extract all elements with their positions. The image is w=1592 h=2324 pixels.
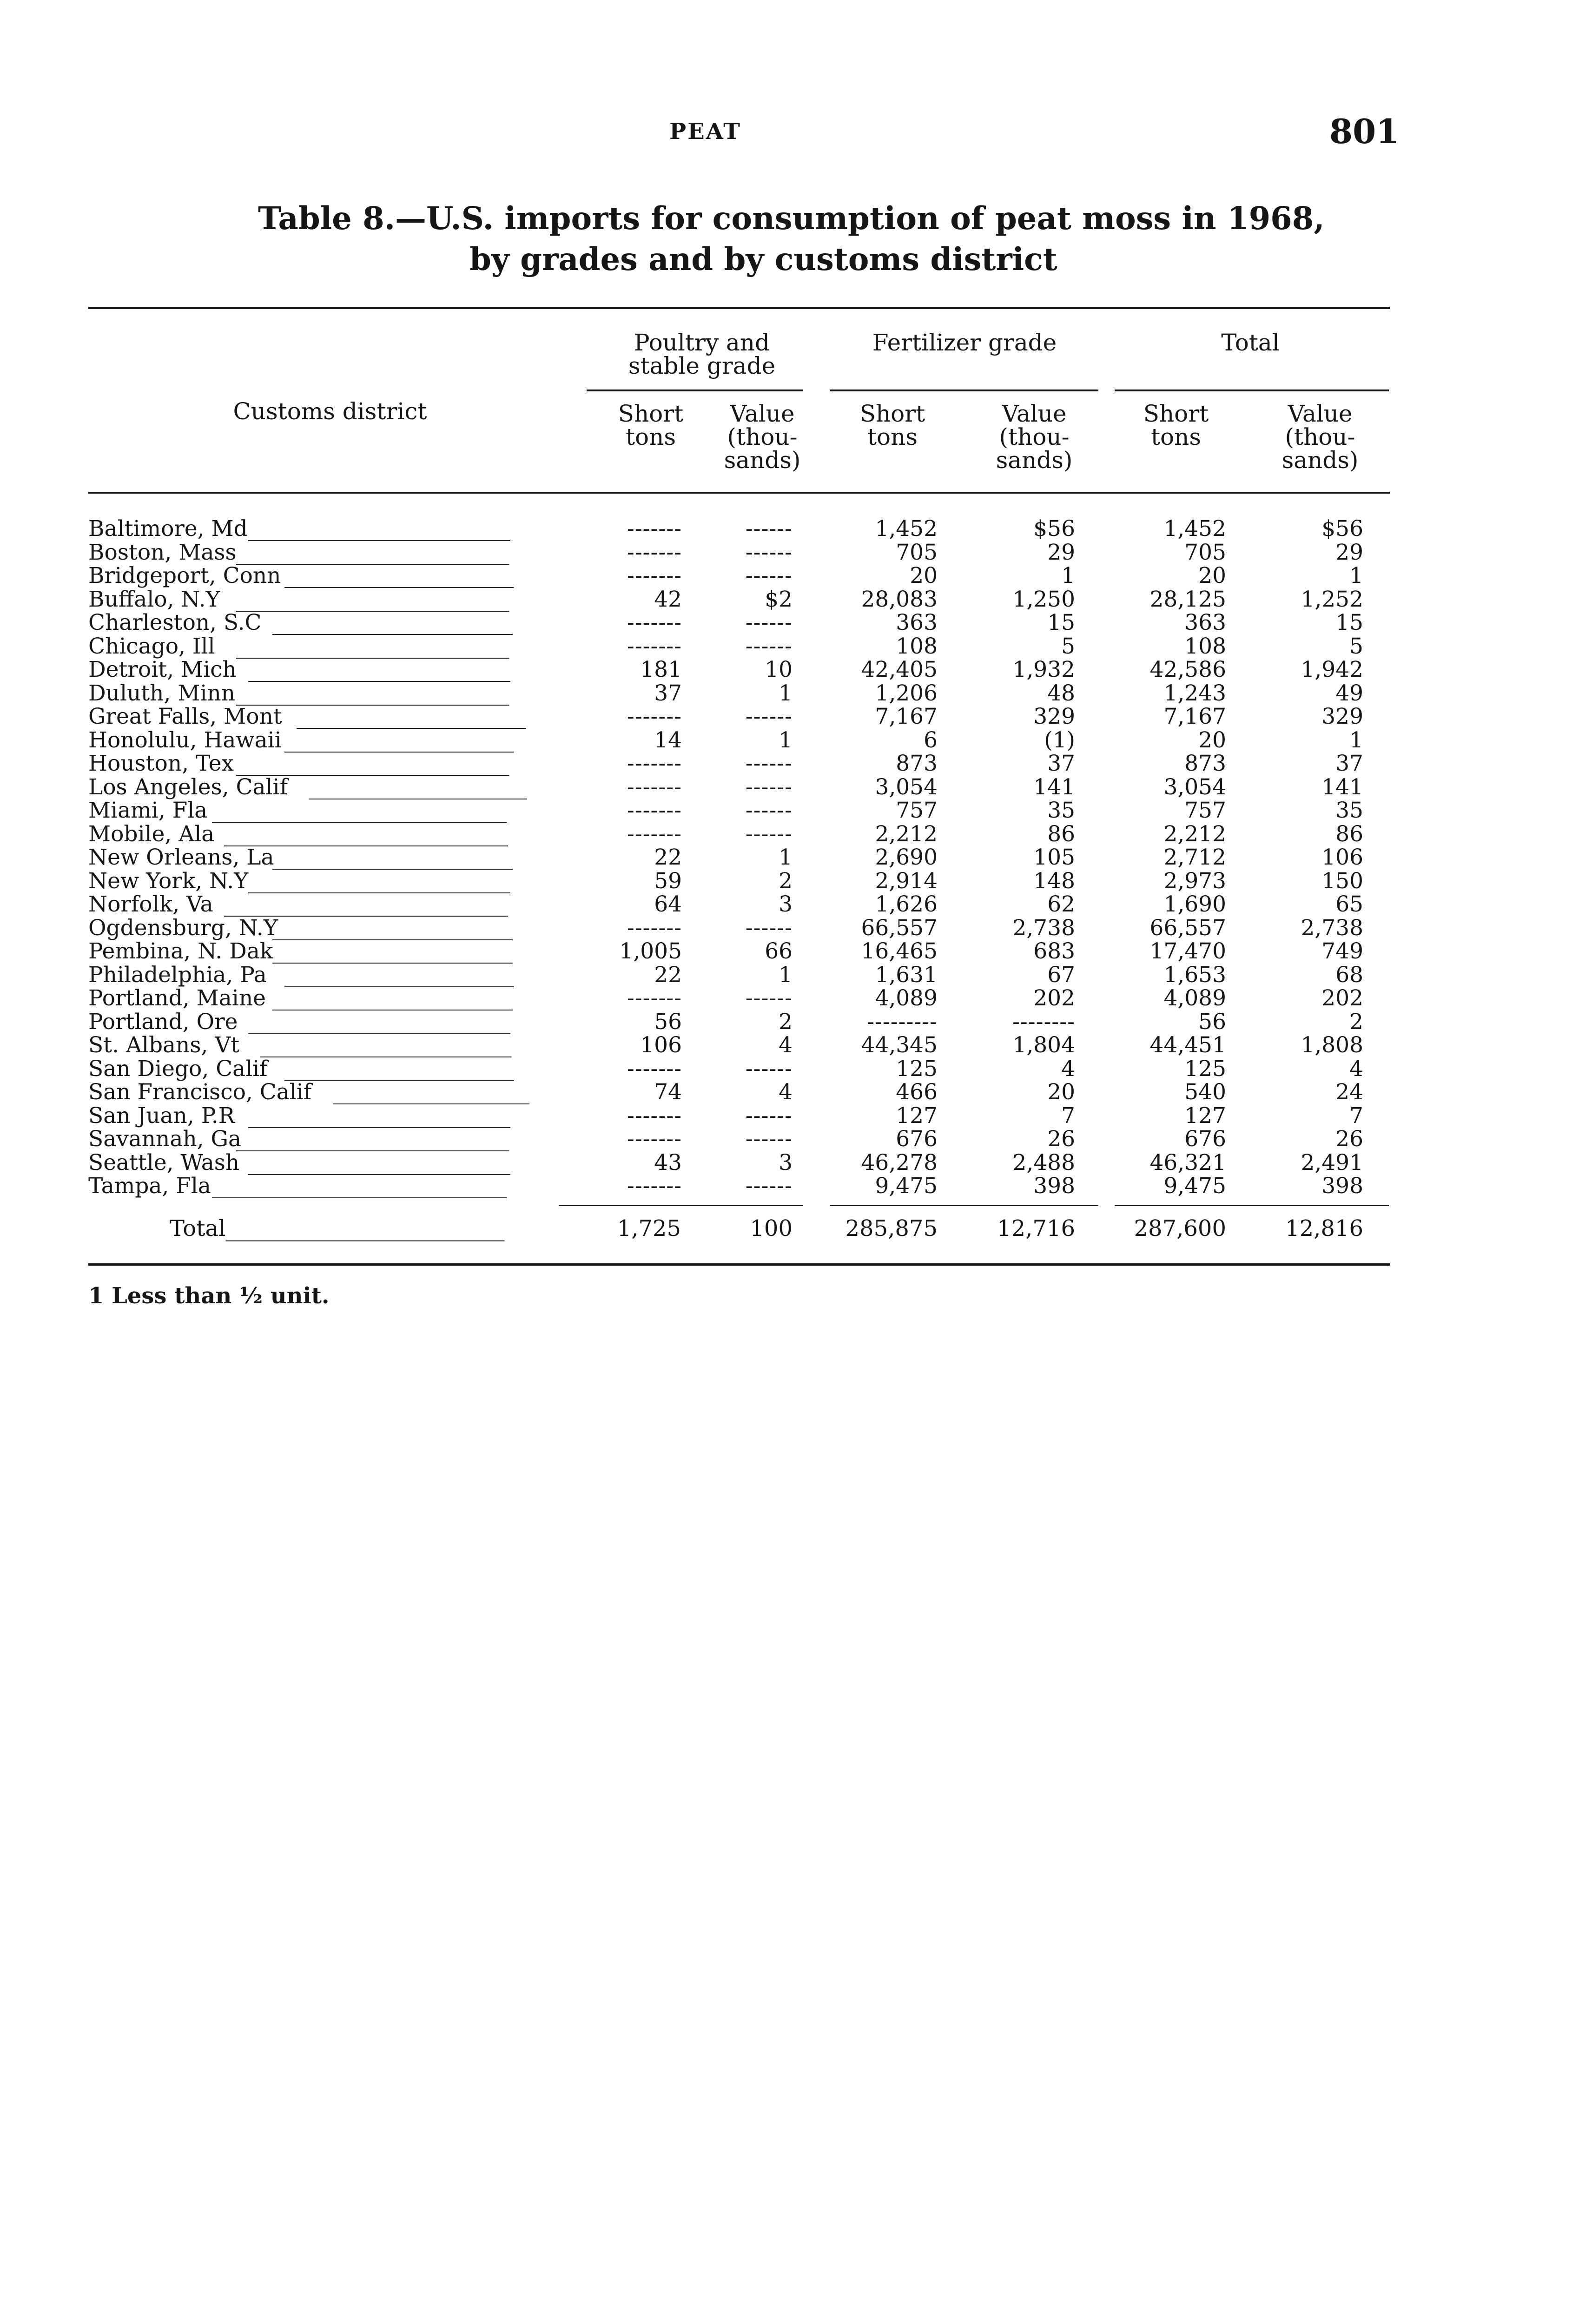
cell-total-short: 1,690: [1163, 891, 1226, 917]
dot-leader: ______________________: [272, 610, 513, 635]
cell-total-value: 329: [1321, 704, 1363, 729]
table-row: [0, 799, 1592, 823]
dot-leader: ________________________: [248, 868, 510, 894]
dot-leader: ________________________: [248, 516, 510, 541]
cell-poultry-value: 1: [779, 845, 793, 870]
cell-fertilizer-short: 363: [896, 610, 938, 635]
district-name: Miami, Fla: [88, 798, 208, 823]
cell-fertilizer-short: 1,631: [875, 962, 938, 988]
table-row: [0, 1034, 1592, 1057]
cell-poultry-short: 106: [640, 1032, 682, 1058]
cell-fertilizer-value: 2,488: [1012, 1149, 1075, 1175]
table-row: [0, 682, 1592, 706]
cell-total-short: 4,089: [1163, 985, 1226, 1011]
col-header-total-short: Short tons: [1143, 400, 1209, 450]
group-rule-fertilizer: [830, 390, 1098, 391]
cell-poultry-value: ------: [745, 915, 793, 941]
table-row: [0, 752, 1592, 776]
cell-total-value: 5: [1349, 633, 1363, 659]
dot-leader: _______________________: [260, 1032, 512, 1058]
cell-total-short: 540: [1184, 1079, 1226, 1105]
group-header-poultry: Poultry and stable grade: [628, 329, 776, 379]
cell-poultry-value: ------: [745, 1103, 793, 1129]
cell-fertilizer-short: 2,212: [875, 821, 938, 847]
total-row: [0, 1215, 1592, 1240]
cell-total-value: 29: [1335, 539, 1363, 565]
col-header-poultry-value: Value (thou- sands): [724, 400, 801, 474]
total-total-value: 12,816: [1285, 1215, 1363, 1241]
table-row: [0, 870, 1592, 893]
cell-fertilizer-short: ---------: [867, 1009, 938, 1035]
cell-fertilizer-short: 20: [910, 563, 938, 588]
page-number: 801: [1329, 112, 1400, 151]
table-row: [0, 1128, 1592, 1151]
cell-fertilizer-value: $56: [1033, 516, 1075, 541]
cell-total-value: 150: [1321, 868, 1363, 894]
table-row: [0, 917, 1592, 940]
cell-fertilizer-value: 29: [1047, 539, 1075, 565]
cell-fertilizer-value: 26: [1047, 1126, 1075, 1152]
cell-total-value: 749: [1321, 938, 1363, 964]
cell-fertilizer-value: 37: [1047, 751, 1075, 776]
cell-poultry-short: 14: [654, 727, 682, 753]
table-row: [0, 846, 1592, 870]
table-row: [0, 776, 1592, 799]
cell-total-value: 68: [1335, 962, 1363, 988]
cell-total-value: 2,738: [1301, 915, 1363, 941]
dot-leader: _________________________: [236, 633, 509, 659]
cell-fertilizer-value: 35: [1047, 798, 1075, 823]
cell-fertilizer-value: 683: [1033, 938, 1075, 964]
cell-total-short: 363: [1184, 610, 1226, 635]
footnote: 1 Less than ½ unit.: [88, 1283, 330, 1309]
cell-fertilizer-short: 1,452: [875, 516, 938, 541]
cell-poultry-short: -------: [627, 1173, 682, 1199]
col-header-fertilizer-short: Short tons: [859, 400, 925, 450]
cell-fertilizer-value: 20: [1047, 1079, 1075, 1105]
dot-leader: ________________________: [248, 1103, 510, 1129]
cell-poultry-short: -------: [627, 516, 682, 541]
cell-poultry-value: ------: [745, 1126, 793, 1152]
cell-total-short: 873: [1184, 751, 1226, 776]
district-name: Baltimore, Md: [88, 516, 248, 541]
dot-leader: _________________________: [236, 586, 509, 612]
district-name: Duluth, Minn: [88, 680, 235, 706]
table-row: [0, 1057, 1592, 1081]
cell-poultry-short: -------: [627, 915, 682, 941]
cell-poultry-short: -------: [627, 1103, 682, 1129]
cell-fertilizer-value: 202: [1033, 985, 1075, 1011]
cell-total-short: 125: [1184, 1056, 1226, 1082]
dot-leader: ___________________________: [212, 1173, 507, 1199]
cell-total-value: 1,808: [1301, 1032, 1363, 1058]
cell-fertilizer-short: 6: [924, 727, 938, 753]
cell-total-value: 26: [1335, 1126, 1363, 1152]
table-row: [0, 1175, 1592, 1198]
cell-poultry-short: 181: [640, 657, 682, 682]
cell-fertilizer-value: 398: [1033, 1173, 1075, 1199]
col-header-total-value: Value (thou- sands): [1282, 400, 1359, 474]
cell-total-value: 1,942: [1301, 657, 1363, 682]
cell-fertilizer-value: 48: [1047, 680, 1075, 706]
total-total-short: 287,600: [1134, 1215, 1226, 1241]
cell-poultry-short: -------: [627, 1056, 682, 1082]
cell-poultry-value: ------: [745, 516, 793, 541]
district-name: Seattle, Wash: [88, 1149, 240, 1175]
district-name: Detroit, Mich: [88, 657, 237, 682]
district-name: Los Angeles, Calif: [88, 774, 288, 800]
cell-fertilizer-short: 9,475: [875, 1173, 938, 1199]
cell-total-short: 44,451: [1149, 1032, 1226, 1058]
cell-total-short: 1,243: [1163, 680, 1226, 706]
cell-poultry-value: 2: [779, 1009, 793, 1035]
cell-fertilizer-short: 46,278: [861, 1149, 938, 1175]
cell-fertilizer-short: 1,626: [875, 891, 938, 917]
cell-fertilizer-short: 2,690: [875, 845, 938, 870]
dot-leader: _________________________: [236, 1126, 509, 1152]
cell-total-value: 65: [1335, 891, 1363, 917]
cell-fertilizer-short: 705: [896, 539, 938, 565]
table-row: [0, 1151, 1592, 1175]
district-name: New Orleans, La: [88, 845, 274, 870]
table-row: [0, 1104, 1592, 1128]
district-name: San Diego, Calif: [88, 1056, 268, 1082]
total-rule-fertilizer: [830, 1205, 1098, 1206]
cell-fertilizer-value: 1,804: [1012, 1032, 1075, 1058]
cell-poultry-short: -------: [627, 821, 682, 847]
table-row: [0, 541, 1592, 565]
cell-fertilizer-value: 1: [1061, 563, 1075, 588]
cell-poultry-short: -------: [627, 774, 682, 800]
district-name: Honolulu, Hawaii: [88, 727, 282, 753]
district-name: Savannah, Ga: [88, 1126, 242, 1152]
dot-leader: _____________________: [284, 563, 514, 588]
district-name: Charleston, S.C: [88, 610, 262, 635]
dot-leader: ______________________: [272, 845, 513, 870]
cell-total-value: $56: [1321, 516, 1363, 541]
district-name: Boston, Mass: [88, 539, 237, 565]
cell-poultry-short: -------: [627, 1126, 682, 1152]
dot-leader: _________________________: [236, 680, 509, 706]
cell-fertilizer-short: 44,345: [861, 1032, 938, 1058]
cell-poultry-short: -------: [627, 633, 682, 659]
cell-total-short: 7,167: [1163, 704, 1226, 729]
cell-poultry-short: 1,005: [619, 938, 682, 964]
dot-leader: _____________________: [284, 962, 514, 988]
cell-poultry-value: 4: [779, 1032, 793, 1058]
cell-poultry-short: 22: [654, 845, 682, 870]
dot-leader: ______________________: [272, 938, 513, 964]
cell-poultry-value: ------: [745, 610, 793, 635]
table-row: [0, 729, 1592, 753]
cell-fertilizer-value: 148: [1033, 868, 1075, 894]
cell-poultry-value: 66: [765, 938, 793, 964]
cell-total-short: 1,452: [1163, 516, 1226, 541]
district-name: Bridgeport, Conn: [88, 563, 281, 588]
total-fertilizer-value: 12,716: [997, 1215, 1075, 1241]
cell-fertilizer-value: 141: [1033, 774, 1075, 800]
district-name: Portland, Ore: [88, 1009, 238, 1035]
cell-fertilizer-short: 42,405: [861, 657, 938, 682]
cell-fertilizer-value: 5: [1061, 633, 1075, 659]
district-name: Mobile, Ala: [88, 821, 215, 847]
cell-total-short: 20: [1198, 563, 1226, 588]
cell-poultry-value: ------: [745, 751, 793, 776]
cell-poultry-short: 22: [654, 962, 682, 988]
cell-fertilizer-short: 66,557: [861, 915, 938, 941]
cell-fertilizer-value: 4: [1061, 1056, 1075, 1082]
group-header-fertilizer: Fertilizer grade: [872, 329, 1057, 356]
table-row: [0, 588, 1592, 612]
cell-poultry-value: 3: [779, 891, 793, 917]
cell-fertilizer-short: 873: [896, 751, 938, 776]
cell-poultry-value: ------: [745, 633, 793, 659]
cell-poultry-value: ------: [745, 821, 793, 847]
cell-poultry-short: -------: [627, 798, 682, 823]
cell-total-short: 757: [1184, 798, 1226, 823]
cell-fertilizer-value: 7: [1061, 1103, 1075, 1129]
cell-total-value: 49: [1335, 680, 1363, 706]
cell-fertilizer-value: 86: [1047, 821, 1075, 847]
cell-total-value: 35: [1335, 798, 1363, 823]
stub-header: Customs district: [233, 398, 427, 425]
cell-poultry-short: 42: [654, 586, 682, 612]
dot-leader: ____________________: [309, 774, 527, 800]
cell-total-short: 46,321: [1149, 1149, 1226, 1175]
dot-leader: ______________________: [272, 915, 513, 941]
dot-leader: _________________________: [236, 539, 509, 565]
total-fertilizer-short: 285,875: [845, 1215, 938, 1241]
table-title: Table 8.—U.S. imports for consumption of peat moss in 1968,: [258, 200, 1325, 237]
cell-fertilizer-value: 2,738: [1012, 915, 1075, 941]
cell-fertilizer-short: 4,089: [875, 985, 938, 1011]
dot-leader: _________________________: [236, 751, 509, 776]
table-row: [0, 1081, 1592, 1104]
table-row: [0, 893, 1592, 917]
cell-fertilizer-short: 757: [896, 798, 938, 823]
table-row: [0, 705, 1592, 729]
table-row: [0, 611, 1592, 635]
cell-fertilizer-value: 1,250: [1012, 586, 1075, 612]
dot-leader: ________________________: [248, 657, 510, 682]
cell-poultry-short: -------: [627, 751, 682, 776]
district-name: Buffalo, N.Y: [88, 586, 220, 612]
cell-total-value: 1: [1349, 563, 1363, 588]
cell-fertilizer-value: 15: [1047, 610, 1075, 635]
cell-poultry-value: ------: [745, 1173, 793, 1199]
col-header-fertilizer-value: Value (thou- sands): [996, 400, 1073, 474]
cell-total-short: 2,973: [1163, 868, 1226, 894]
cell-total-short: 66,557: [1149, 915, 1226, 941]
cell-total-value: 15: [1335, 610, 1363, 635]
cell-fertilizer-value: 1,932: [1012, 657, 1075, 682]
table-row: [0, 517, 1592, 541]
cell-fertilizer-value: 62: [1047, 891, 1075, 917]
dot-leader: __________________________: [224, 891, 508, 917]
header-bottom-rule: [88, 492, 1390, 494]
dot-leader: ________________________: [248, 1009, 510, 1035]
cell-fertilizer-short: 28,083: [861, 586, 938, 612]
total-rule-total: [1115, 1205, 1389, 1206]
cell-fertilizer-short: 2,914: [875, 868, 938, 894]
cell-poultry-value: 1: [779, 680, 793, 706]
cell-poultry-short: 56: [654, 1009, 682, 1035]
cell-fertilizer-value: (1): [1044, 727, 1075, 753]
cell-total-value: 7: [1349, 1103, 1363, 1129]
district-name: San Francisco, Calif: [88, 1079, 312, 1105]
cell-poultry-short: -------: [627, 539, 682, 565]
cell-total-short: 28,125: [1149, 586, 1226, 612]
cell-poultry-value: ------: [745, 798, 793, 823]
district-name: Pembina, N. Dak: [88, 938, 273, 964]
cell-poultry-short: -------: [627, 704, 682, 729]
cell-poultry-value: 3: [779, 1149, 793, 1175]
cell-fertilizer-short: 676: [896, 1126, 938, 1152]
cell-fertilizer-short: 125: [896, 1056, 938, 1082]
district-name: Philadelphia, Pa: [88, 962, 267, 988]
cell-total-short: 17,470: [1149, 938, 1226, 964]
dot-leader: __________________: [333, 1079, 529, 1105]
group-header-total: Total: [1221, 329, 1280, 356]
cell-fertilizer-short: 3,054: [875, 774, 938, 800]
district-name: Norfolk, Va: [88, 891, 213, 917]
cell-poultry-value: 2: [779, 868, 793, 894]
cell-poultry-value: ------: [745, 704, 793, 729]
cell-total-short: 127: [1184, 1103, 1226, 1129]
cell-total-value: 1,252: [1301, 586, 1363, 612]
cell-total-short: 108: [1184, 633, 1226, 659]
dot-leader: _____________________: [284, 727, 514, 753]
cell-total-value: 398: [1321, 1173, 1363, 1199]
district-name: Houston, Tex: [88, 751, 234, 776]
total-rule-poultry: [559, 1205, 803, 1206]
cell-poultry-value: 10: [765, 657, 793, 682]
cell-total-short: 3,054: [1163, 774, 1226, 800]
cell-total-value: 106: [1321, 845, 1363, 870]
dot-leader: __________________________: [224, 821, 508, 847]
table-row: [0, 658, 1592, 682]
running-head: PEAT: [669, 119, 742, 145]
bottom-rule: [88, 1263, 1390, 1266]
cell-poultry-value: ------: [745, 774, 793, 800]
table-body: [0, 517, 1592, 1198]
dot-leader: ___________________________: [212, 798, 507, 823]
cell-poultry-short: 64: [654, 891, 682, 917]
district-name: Great Falls, Mont: [88, 704, 282, 729]
cell-total-short: 20: [1198, 727, 1226, 753]
total-poultry-value: 100: [750, 1215, 793, 1241]
cell-total-short: 1,653: [1163, 962, 1226, 988]
cell-total-short: 2,712: [1163, 845, 1226, 870]
dot-leader: ______________________: [272, 985, 513, 1011]
table-title-line-2: by grades and by customs district: [469, 241, 1057, 277]
cell-total-value: 86: [1335, 821, 1363, 847]
group-rule-total: [1115, 390, 1389, 391]
cell-fertilizer-value: 67: [1047, 962, 1075, 988]
dot-leader: ________________________: [248, 1149, 510, 1175]
top-rule: [88, 307, 1390, 309]
cell-poultry-value: ------: [745, 1056, 793, 1082]
cell-poultry-short: 59: [654, 868, 682, 894]
cell-fertilizer-short: 7,167: [875, 704, 938, 729]
cell-fertilizer-short: 16,465: [861, 938, 938, 964]
cell-poultry-value: ------: [745, 539, 793, 565]
cell-total-value: 2,491: [1301, 1149, 1363, 1175]
district-name: San Juan, P.R: [88, 1103, 235, 1129]
cell-fertilizer-value: 105: [1033, 845, 1075, 870]
total-label: [170, 1215, 504, 1241]
dot-leader: _____________________: [284, 1056, 514, 1082]
district-name: St. Albans, Vt: [88, 1032, 240, 1058]
cell-fertilizer-short: 466: [896, 1079, 938, 1105]
cell-total-short: 42,586: [1149, 657, 1226, 682]
table-row: [0, 635, 1592, 659]
table-row: [0, 964, 1592, 987]
cell-total-short: 56: [1198, 1009, 1226, 1035]
cell-total-value: 4: [1349, 1056, 1363, 1082]
cell-poultry-short: -------: [627, 985, 682, 1011]
cell-total-short: 705: [1184, 539, 1226, 565]
cell-poultry-short: 43: [654, 1149, 682, 1175]
cell-poultry-value: 1: [779, 727, 793, 753]
cell-poultry-value: ------: [745, 563, 793, 588]
district-name: Tampa, Fla: [88, 1173, 211, 1199]
table-row: [0, 823, 1592, 846]
cell-poultry-value: 4: [779, 1079, 793, 1105]
cell-total-value: 1: [1349, 727, 1363, 753]
cell-total-short: 676: [1184, 1126, 1226, 1152]
cell-poultry-value: ------: [745, 985, 793, 1011]
table-row: [0, 940, 1592, 964]
cell-fertilizer-short: 127: [896, 1103, 938, 1129]
cell-total-short: 2,212: [1163, 821, 1226, 847]
cell-total-value: 24: [1335, 1079, 1363, 1105]
total-poultry-short: 1,725: [617, 1215, 681, 1241]
cell-fertilizer-short: 1,206: [875, 680, 938, 706]
dot-leader: _____________________: [297, 704, 526, 729]
cell-poultry-short: 37: [654, 680, 682, 706]
table-row: [0, 564, 1592, 588]
total-label-text: Total: [170, 1215, 226, 1241]
total-leader: _________________________: [225, 1215, 505, 1241]
table-row: [0, 987, 1592, 1010]
cell-poultry-short: 74: [654, 1079, 682, 1105]
cell-total-value: 37: [1335, 751, 1363, 776]
district-name: Portland, Maine: [88, 985, 266, 1011]
cell-fertilizer-value: --------: [1012, 1009, 1075, 1035]
cell-poultry-short: -------: [627, 563, 682, 588]
cell-poultry-value: $2: [765, 586, 793, 612]
cell-fertilizer-value: 329: [1033, 704, 1075, 729]
district-name: Ogdensburg, N.Y: [88, 915, 278, 941]
cell-total-value: 2: [1349, 1009, 1363, 1035]
cell-fertilizer-short: 108: [896, 633, 938, 659]
cell-total-value: 202: [1321, 985, 1363, 1011]
col-header-poultry-short: Short tons: [618, 400, 684, 450]
district-name: New York, N.Y: [88, 868, 249, 894]
group-rule-poultry: [587, 390, 803, 391]
cell-total-short: 9,475: [1163, 1173, 1226, 1199]
district-name: Chicago, Ill: [88, 633, 215, 659]
cell-poultry-value: 1: [779, 962, 793, 988]
cell-total-value: 141: [1321, 774, 1363, 800]
table-row: [0, 1010, 1592, 1034]
cell-poultry-short: -------: [627, 610, 682, 635]
